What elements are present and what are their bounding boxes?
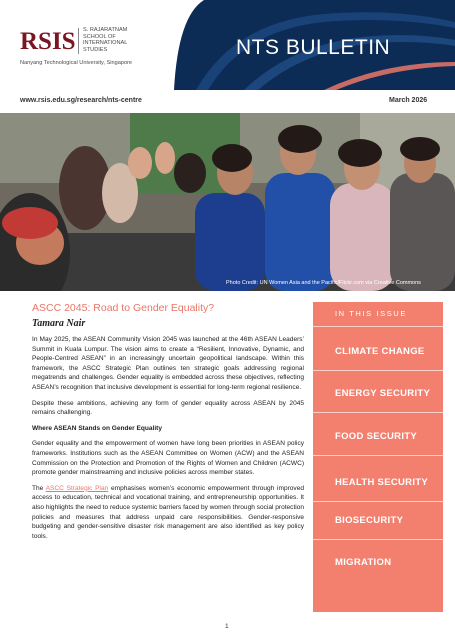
divider <box>313 412 443 413</box>
article-paragraph: In May 2025, the ASEAN Community Vision 2045 was launched at the 46th ASEAN Leaders’ Summit in Kuala Lumpur. The vision aims to create a “Resilient, Innovative, Dynamic, and People-Centred ASEAN” in an increasingly uncertain geopolitical landscape. Within this framework, the ASCC Strategic Plan outlines ten strategic goals addressing regional megatrends and challenges. Gender equality is embedded across these objectives, reflecting ASEAN’s recognition that inclusive development is essential for long-term regional resilience. <box>32 336 304 391</box>
school-line: SCHOOL OF <box>83 33 116 40</box>
paragraph-text: emphasises women’s economic empowerment through improved access to education, technical and vocational training, and entrepreneurship opportunities. It also highlights the need to reduce systemic barriers faced by women through social protection policies and measures that address unpaid care responsibilities. Gender-responsive budgeting and gender-sensitive disaster risk management are also identified as key policy tools. <box>32 484 304 540</box>
article-body <box>32 335 304 547</box>
issue-item-health-security[interactable]: HEALTH SECURITY <box>335 477 428 488</box>
issue-item-migration[interactable]: MIGRATION <box>335 557 392 568</box>
divider <box>313 326 443 327</box>
website-url[interactable]: www.rsis.edu.sg/research/nts-centre <box>20 97 142 104</box>
cover-photo <box>0 113 455 291</box>
issue-item-climate-change[interactable]: CLIMATE CHANGE <box>335 346 425 357</box>
issue-item-energy-security[interactable]: ENERGY SECURITY <box>335 388 431 399</box>
paragraph-text: The <box>32 484 46 492</box>
issue-item-biosecurity[interactable]: BIOSECURITY <box>335 515 404 526</box>
school-line: INTERNATIONAL <box>83 40 128 47</box>
article-author: Tamara Nair <box>32 318 86 329</box>
divider <box>313 539 443 540</box>
issue-item-food-security[interactable]: FOOD SECURITY <box>335 431 418 442</box>
school-line: STUDIES <box>83 46 108 53</box>
divider <box>313 370 443 371</box>
article-paragraph: Gender equality and the empowerment of women have long been priorities in ASEAN policy frameworks. Institutions such as the ASEAN Committee on Women (ACW) and the ASEAN Commission on the Protection and Promotion of the Rights of Women and Children (ACWC) promote gender mainstreaming and inclusive policies across member states. <box>32 440 304 477</box>
divider <box>313 455 443 456</box>
photo-credit: Photo Credit: UN Women Asia and the Pacific/Flickr.com via Creative Commons <box>226 280 421 286</box>
article-title: ASCC 2045: Road to Gender Equality? <box>32 302 215 314</box>
divider <box>313 501 443 502</box>
logo-divider <box>78 28 79 54</box>
page-number: 1 <box>225 623 229 630</box>
section-subheading: Where ASEAN Stands on Gender Equality <box>32 424 162 432</box>
bulletin-title: NTS BULLETIN <box>236 36 391 59</box>
school-name <box>83 27 153 53</box>
university-name: Nanyang Technological University, Singapore <box>20 60 133 66</box>
in-this-issue-heading: IN THIS ISSUE <box>335 309 407 318</box>
issue-date: March 2026 <box>389 97 428 104</box>
school-line: S. RAJARATNAM <box>83 27 128 33</box>
strategic-plan-link[interactable]: ASCC Strategic Plan <box>45 484 109 492</box>
article-paragraph: Despite these ambitions, achieving any form of gender equality across ASEAN by 2045 remains challenging. <box>32 399 304 417</box>
rsis-logo: RSIS <box>20 28 76 55</box>
article-paragraph <box>32 484 304 542</box>
